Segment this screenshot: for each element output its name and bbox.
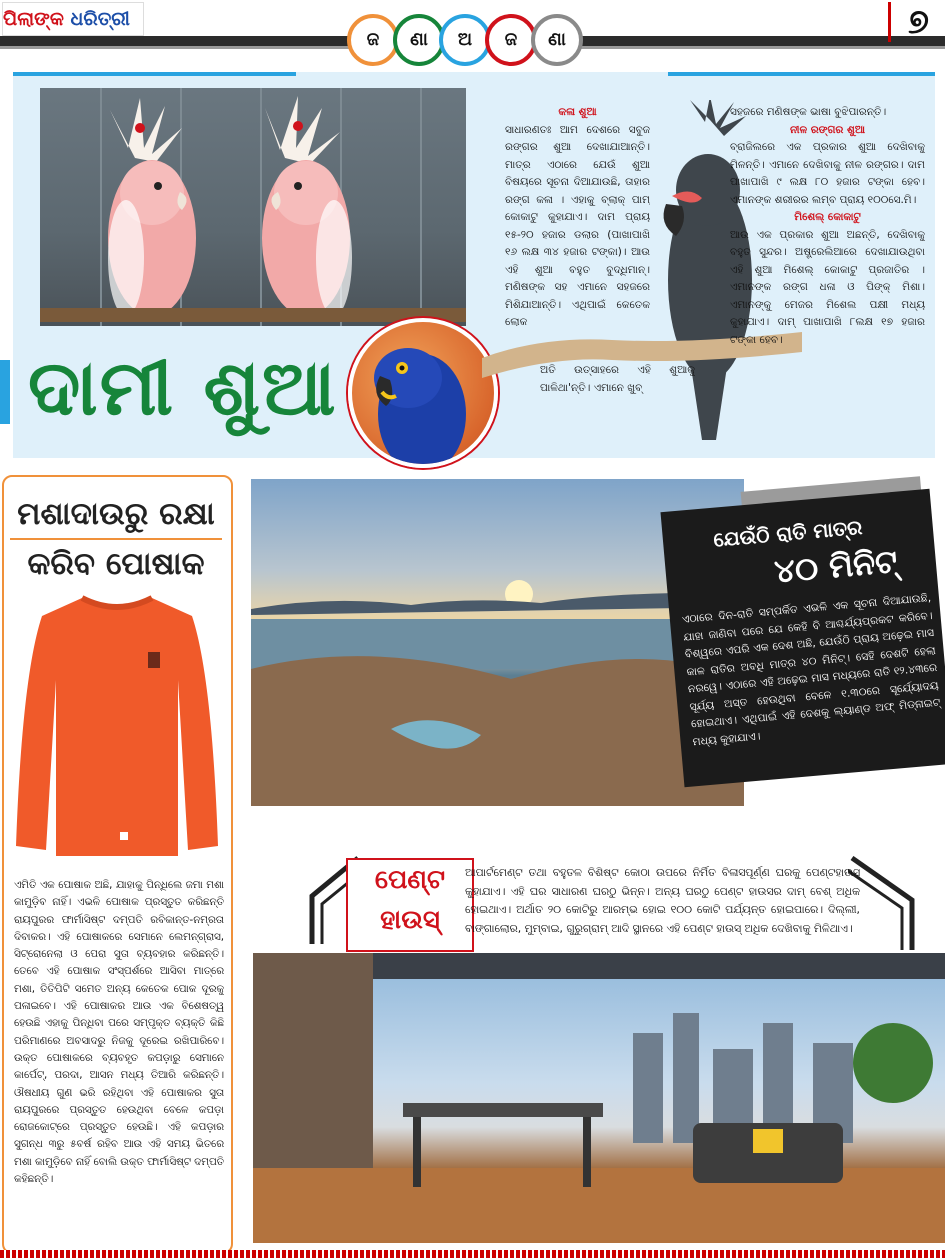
page-number: ୭ bbox=[888, 2, 945, 42]
logo-part2: ଧରିତ୍ରୀ bbox=[70, 8, 130, 30]
cockatoo-photo bbox=[40, 88, 466, 326]
mosquito-headline bbox=[10, 490, 222, 590]
mosquito-headline-line2: କରିବ ପୋଷାକ bbox=[27, 546, 205, 582]
page-bottom-rule bbox=[0, 1250, 945, 1258]
mosquito-article-text: ଏମିତି ଏକ ପୋଷାକ ଅଛି, ଯାହାକୁ ପିନ୍ଧିଲେ ଜମା ମଶା କାମୁଡ଼ିବ ନାହିଁ। ଏଭଳି ପୋଷାକ ପ୍ରସ୍ତୁତ କରିଛନ୍ତି ରାୟପୁରର ଫାର୍ମାସିଷ୍ଟ ଦମ୍ପତି ରବିକାନ୍ତ-ନମ୍ରତା ଦିବାକର। ଏହି ପୋଷାକରେ ସେମାନେ ଲେମନ୍‌ଗ୍ରାସ, ସିଟ୍ରୋନେଲା ଓ ପେରା ସୁତା ବ୍ୟବହାର କରିଛନ୍ତି। ତେବେ ଏହି ପୋଷାକ ସଂସ୍ପର୍ଶରେ ଆସିବା ମାତ୍ରେ ମଶା, ତିତିପିଟି ସମେତ ଅନ୍ୟ କେତେକ ପୋକ ଦୂରକୁ ପଳାଇବେ। ଏହି ପୋଷାକର ଆଉ ଏକ ବିଶେଷତ୍ୱ ହେଉଛି ଏହାକୁ ପିନ୍ଧିବା ପରେ ସମ୍ପୃକ୍ତ ବ୍ୟକ୍ତି କିଛି ପରିମାଣରେ ଅବସାଦରୁ ନିଜକୁ ଦୂରେଇ ରଖିପାରିବେ। ଉକ୍ତ ପୋଷାକରେ ବ୍ୟବହୃତ କପଡ଼ାରୁ ସେମାନେ କାର୍ପେଟ୍, ପରଦା, ଆସନ ମଧ୍ୟ ତିଆରି କରିଛନ୍ତି। ଔଷଧୀୟ ଗୁଣ ଭରି ରହିଥିବା ଏହି ପୋଷାକର ସୁତା ରାୟପୁରରେ ପ୍ରସ୍ତୁତ ହେଉଥିବା ବେଳେ କପଡ଼ା ରୋଜକୋଟ୍‌ରେ ପ୍ରସ୍ତୁତ ହେଉଛି। ଏହି କପଡ଼ାର ସୁଗନ୍ଧ ୩ରୁ ୫ବର୍ଷ ରହିବ ଆଉ ଏହି ସମୟ ଭିତରେ ମଶା କାମୁଡ଼ିବେ ନାହିଁ ବୋଲି ଉକ୍ତ ଫାର୍ମାସିଷ୍ଟ ଦମ୍ପତି କହିଛନ୍ତି। bbox=[14, 879, 224, 1186]
section-circle: ଣା bbox=[531, 14, 583, 66]
mosquito-headline-line1: ମଶାଦାଉରୁ ରକ୍ଷା bbox=[10, 490, 222, 540]
penthouse-terrace-photo bbox=[253, 953, 945, 1243]
night-headline-line2: ୪୦ ମିନିଟ୍ bbox=[772, 541, 899, 591]
penthouse-illustration bbox=[253, 953, 945, 1243]
newspaper-logo bbox=[2, 2, 144, 36]
section-circle: ଜ bbox=[347, 14, 399, 66]
parrot-column-2-lead: ସହଜରେ ମଣିଷଙ୍କ ଭାଷା ବୁଝିପାରନ୍ତି। bbox=[730, 106, 887, 118]
penthouse-article-text: ଆପାର୍ଟମେଣ୍ଟ ତଥା ବହୁତଳ ବିଶିଷ୍ଟ କୋଠା ଉପରେ ନିର୍ମିତ ବିଳାସପୂର୍ଣ୍ଣ ଘରକୁ ପେଣ୍ଟହାଉସ୍ କୁହାଯାଏ। ଏହି ଘର ସାଧାରଣ ଘରଠୁ ଭିନ୍ନ। ଅନ୍ୟ ଘରଠୁ ପେଣ୍ଟ ହାଉସର ଦାମ୍ ବେଶ୍ ଅଧିକ ହୋଇଥାଏ। ଅର୍ଥାତ ୨୦ କୋଟିରୁ ଆରମ୍ଭ ହୋଇ ୧୦୦ କୋଟି ପର୍ଯ୍ୟନ୍ତ ହୋଇପାରେ। ଦିଲ୍ଲୀ, ବାଙ୍ଗାଲୋର, ମୁମ୍ବାଇ, ଗୁରୁଗ୍ରାମ୍ ଆଦି ସ୍ଥାନରେ ଏହି ପେଣ୍ଟ ହାଉସ୍ ଅଧିକ ଦେଖିବାକୁ ମିଳିଥାଏ। bbox=[465, 866, 860, 935]
night-headline-line1: ଯେଉଁଠି ରାତି ମାତ୍ର bbox=[712, 514, 864, 552]
cockatoo-illustration bbox=[40, 88, 466, 326]
mitchell-cockatoo-text: ଆଉ ଏକ ପ୍ରକାର ଶୁଆ ଅଛନ୍ତି, ଦେଖିବାକୁ ବହୁତ ସୁନ୍ଦର। ଅଷ୍ଟ୍ରେଲିଆରେ ଦେଖାଯାଉଥିବା ଏହି ଶୁଆ ମିଶେଲ୍ କୋକାଟୁ ପ୍ରଜାତିର । ଏମାନଙ୍କ ରଙ୍ଗ ଧଳା ଓ ପିଙ୍କ୍ ମିଶା। ଏମାନଙ୍କୁ ମେଜର ମିଶେଲ ପକ୍ଷୀ ମଧ୍ୟ କୁହାଯାଏ। ଦାମ୍ ପାଖାପାଖି ୮ଲକ୍ଷ ୧୭ ହଜାର ଟଙ୍କା ହେବ। bbox=[730, 228, 925, 346]
black-parrot-text-tail: ଅତି ଉତ୍ସାହରେ ଏହି ଶୁଆକୁ ପାଳିଥା'ନ୍ତି। ଏମାନେ ଖୁବ୍ bbox=[540, 364, 695, 394]
penthouse-headline-line2: ହାଉସ୍ bbox=[380, 905, 440, 935]
black-parrot-text: ସାଧାରଣତଃ ଆମ ଦେଶରେ ସବୁଜ ରଙ୍ଗର ଶୁଆ ଦେଖାଯାଆନ୍ତି। ମାତ୍ର ଏଠାରେ ଯେଉଁ ଶୁଆ ବିଷୟରେ ସୂଚନା ଦିଆଯାଉଛି, ତାହାର ରଙ୍ଗ କଳା । ଏହାକୁ ବ୍ଲାକ୍ ପାମ୍ କୋକାଟୁ କୁହାଯାଏ। ଦାମ ପ୍ରାୟ ୧୫-୨୦ ହଜାର ଡଲାର (ପାଖାପାଖି ୧୬ ଲକ୍ଷ ୩୪ ହଜାର ଟଙ୍କା)। ଆଉ ଏହି ଶୁଆ ବହୁତ ବୁଦ୍ଧିମାନ୍। ମଣିଷଙ୍କ ସହ ଏମାନେ ସହଜରେ ମିଶିଯାଆନ୍ତି। ଏଥିପାଇଁ କେତେକ ଲୋକ bbox=[505, 123, 650, 328]
parrot-column-1 bbox=[505, 104, 650, 340]
parrot-column-2 bbox=[730, 104, 925, 440]
panel-accent-line bbox=[13, 72, 296, 76]
panel-accent-line bbox=[668, 72, 935, 76]
blue-parrot-text: ବ୍ରାଜିଲରେ ଏକ ପ୍ରକାର ଶୁଆ ଦେଖିବାକୁ ମିଳନ୍ତି। ଏମାନେ ଦେଖିବାକୁ ନୀଳ ରଙ୍ଗର। ଦାମ ପାଖାପାଖି ୯ ଲକ୍ଷ ୮୦ ହଜାର ଟଙ୍କା ହେବ। ଏମାନଙ୍କ ଶରୀରର ଲମ୍ବ ପ୍ରାୟ ୧୦୦ସେ.ମି। bbox=[730, 141, 925, 206]
black-parrot-heading: କଳା ଶୁଆ bbox=[558, 106, 597, 118]
night-article-text: ଏଠାରେ ଦିନ-ରାତି ସମ୍ପର୍କିତ ଏଭଳି ଏକ ସୂଚନା ଦିଆଯାଉଛି, ଯାହା ଜାଣିବା ପରେ ଯେ କେହି ବି ଆଶ୍ଚର୍ଯ୍ୟପ୍ରକଟ କରିବେ। ବିଶ୍ୱରେ ଏପରି ଏକ ଦେଶ ଅଛି, ଯେଉଁଠି ପ୍ରାୟ ଅଢ଼େଇ ମାସ କାଳ ରାତିର ଅବଧି ମାତ୍ର ୪୦ ମିନିଟ୍। ସେହି ଦେଶଟି ହେଲା ନରୱେ। ଏଠାରେ ଏହି ଅଢ଼େଇ ମାସ ମଧ୍ୟରେ ରାତି ୧୨.୪୩ରେ ସୂର୍ଯ୍ୟ ଅସ୍ତ ହେଉଥିବା ବେଳେ ୧.୩୦ରେ ସୂର୍ଯ୍ୟୋଦୟ ହୋଇଥାଏ। ଏଥିପାଇଁ ଏହି ଦେଶକୁ ଲ୍ୟାଣ୍ଡ ଅଫ୍ ମିଡ୍‌ନାଇଟ୍ ମଧ୍ୟ କୁହାଯାଏ। bbox=[681, 591, 941, 748]
blue-parrot-heading: ନୀଳ ରଙ୍ଗର ଶୁଆ bbox=[789, 123, 866, 136]
section-circle: ଜ bbox=[485, 14, 537, 66]
section-circle: ଅ bbox=[439, 14, 491, 66]
logo-part1: ପିଲାଙ୍କ bbox=[3, 8, 64, 30]
section-circle: ଣା bbox=[393, 14, 445, 66]
orange-tshirt-photo bbox=[8, 592, 226, 862]
hyacinth-macaw-photo bbox=[348, 318, 498, 468]
section-title-circles bbox=[347, 14, 583, 66]
macaw-illustration bbox=[352, 322, 494, 464]
night-article-box bbox=[660, 489, 945, 787]
penthouse-headline bbox=[346, 858, 474, 952]
parrot-column-1-tail bbox=[540, 362, 695, 432]
parrot-headline: ଦାମୀ ଶୁଆ bbox=[28, 343, 338, 432]
penthouse-headline-line1: ପେଣ୍ଟ bbox=[374, 865, 446, 895]
mitchell-cockatoo-heading: ମିଶେଲ୍ କୋକାଟୁ bbox=[794, 211, 861, 223]
title-accent-bar bbox=[0, 360, 10, 424]
